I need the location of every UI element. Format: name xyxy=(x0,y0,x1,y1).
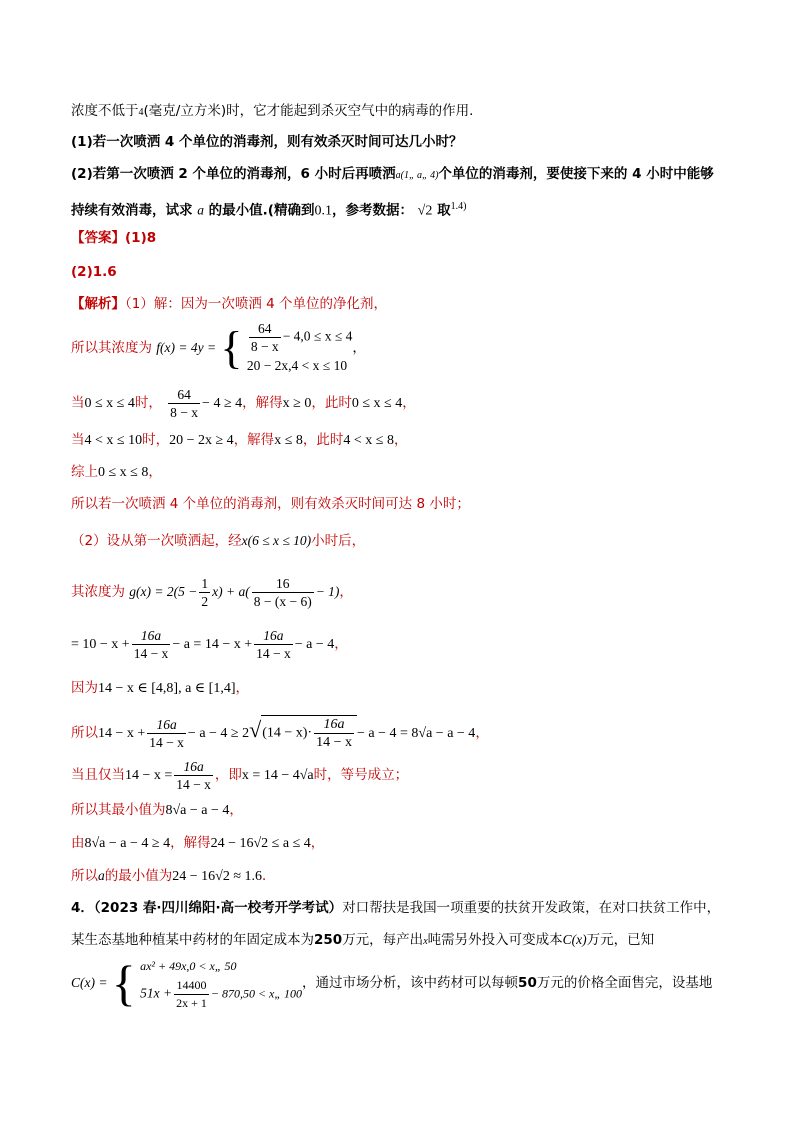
equality-case xyxy=(71,755,408,796)
math: a(1„ a„ 4) xyxy=(395,170,439,181)
math: 8√a − a − 4 xyxy=(165,803,230,818)
math: 24 − 16√2 ≈ 1.6 xyxy=(172,869,263,884)
text: 所以其浓度为 xyxy=(71,340,152,356)
math: 14 − x ∈ [4,8], a ∈ [1,4] xyxy=(98,681,236,696)
math: − a − 4 = 8√a − a − 4 xyxy=(357,726,476,741)
math: 14 − x xyxy=(133,645,169,661)
math: 64 xyxy=(168,386,200,404)
math: − a − 4 xyxy=(294,637,335,652)
from-line: 由8√a − a − 4 ≥ 4，解得24 − 16√2 ≤ a ≤ 4， xyxy=(71,835,325,851)
math: 4 < x ≤ 10 xyxy=(84,433,143,448)
math: 14 − x xyxy=(316,735,352,751)
text: 所以 xyxy=(71,725,98,741)
concentration-formula: 所以其浓度为 f(x) = 4y = { $\frac{64}{8 - x}$ − 4,0 ≤ x ≤ 4 20 − 2x,4 < x ≤ 10 ， xyxy=(71,318,366,378)
math: − 4 ≥ 4 xyxy=(202,396,243,411)
text: 取 xyxy=(437,202,451,219)
math: 16a xyxy=(132,627,171,645)
solution-intro xyxy=(71,294,387,314)
text: 时， xyxy=(142,432,170,448)
question-4 xyxy=(71,898,720,918)
case-1: 当0 ≤ x ≤ 4时， $\frac{64}{8 - x}$ − 4 ≥ 4，解得x ≥ 0，此时0 ≤ x ≤ 4， xyxy=(71,386,416,420)
text: 万元，已知 xyxy=(586,932,655,948)
math: 50 xyxy=(518,975,537,991)
text: ，即 xyxy=(214,767,242,783)
math: a xyxy=(197,202,204,218)
text: 的最小值.(精确到 xyxy=(208,202,315,219)
text: ，解得 xyxy=(233,432,275,448)
text: （2）设从第一次喷洒起，经 xyxy=(71,533,242,549)
math: C(x) xyxy=(562,932,587,947)
combine: 综上0 ≤ x ≤ 8， xyxy=(71,464,162,480)
math: √2 xyxy=(417,203,433,219)
math: f(x) = 4y = xyxy=(156,340,217,355)
answer-1: (1)8 xyxy=(125,230,157,246)
math: x) + a( xyxy=(212,584,250,599)
brace: { xyxy=(220,322,243,373)
math: 8 − x xyxy=(170,404,199,420)
final-line: 所以a的最小值为24 − 16√2 ≈ 1.6． xyxy=(71,868,276,884)
minimum-line: 所以其最小值为8√a − a − 4， xyxy=(71,802,243,818)
because-line: 因为14 − x ∈ [4,8], a ∈ [1,4]， xyxy=(71,680,249,696)
math: 0 ≤ x ≤ 4 xyxy=(84,396,135,411)
math: a xyxy=(98,868,105,883)
text: 因为 xyxy=(71,680,98,696)
sqrt-icon: √ xyxy=(249,717,262,742)
math: 2 xyxy=(201,593,209,609)
math: 14 − x xyxy=(149,734,184,750)
math: 16a xyxy=(314,716,354,734)
text: ，参考数据： xyxy=(331,202,413,219)
math: g(x) = 2(5 − xyxy=(129,584,198,599)
math: x(6 ≤ x ≤ 10) xyxy=(241,533,312,548)
math: x = 14 − 4√a xyxy=(241,768,314,783)
text: （1）解：因为一次喷洒 4 个单位的净化剂， xyxy=(125,296,388,312)
math: 2x + 1 xyxy=(176,995,207,1010)
text: ，解得 xyxy=(170,835,211,851)
text: 所以 xyxy=(71,868,98,884)
text: 持续有效消毒，试求 xyxy=(71,202,193,219)
text: 对口帮扶是我国一项重要的扶贫开发政策，在对口扶贫工作中， xyxy=(342,900,721,916)
text: ，此时 xyxy=(311,395,352,411)
question-2 xyxy=(71,164,714,186)
text: 其浓度为 xyxy=(71,584,125,600)
text: ，通过市场分析，该中药材可以每顿 xyxy=(302,975,519,991)
question-1: (1)若一次喷洒 4 个单位的消毒剂，则有效杀灭时间可达几小时？ xyxy=(71,134,463,150)
case-2: 当4 < x ≤ 10时，20 − 2x ≥ 4，解得x ≤ 8，此时4 < x ≤ 8， xyxy=(71,432,408,448)
math: 14 − x xyxy=(256,645,291,661)
math: 20 − 2x,4 < x ≤ 10 xyxy=(246,357,348,373)
math: 0 ≤ x ≤ 8 xyxy=(98,465,149,480)
math: 14 − x = xyxy=(125,768,173,783)
math: x ≥ 0 xyxy=(282,396,312,411)
answer-line xyxy=(71,228,156,248)
question-4-formula xyxy=(71,950,712,1016)
math: C(x) = xyxy=(71,975,108,990)
math: 1 xyxy=(201,575,209,591)
math: x ≤ 8 xyxy=(274,433,303,448)
text: 小时后， xyxy=(311,533,366,549)
text-line xyxy=(71,101,473,123)
sqrt-body xyxy=(261,715,357,751)
question-source: （2023 春·四川绵阳·高一校考开学考试） xyxy=(93,900,343,916)
math: − 4,0 ≤ x ≤ 4 xyxy=(282,328,353,344)
math: 16a xyxy=(147,716,186,734)
math: 8 − (x − 6) xyxy=(253,593,312,609)
math: 16 xyxy=(252,575,314,593)
text: (毫克/立方米)时，它才能起到杀灭空气中的病毒的作用. xyxy=(143,103,474,119)
math: 14400 xyxy=(174,977,209,995)
math: 51x + xyxy=(140,985,173,1001)
solution-label: 【解析】 xyxy=(71,296,125,312)
math: ax² + 49x,0 < x„ 50 xyxy=(140,958,237,973)
brace: { xyxy=(111,955,136,1011)
answer-label: 【答案】 xyxy=(71,230,125,246)
text: ，解得 xyxy=(242,395,283,411)
math: 4 xyxy=(138,107,144,118)
text: 时，等号成立； xyxy=(313,767,409,783)
math: 8 − x xyxy=(250,338,279,354)
math: 250 xyxy=(314,932,343,948)
text: 浓度不低于 xyxy=(71,103,139,119)
answer-2: (2)1.6 xyxy=(71,264,117,280)
text: 当 xyxy=(71,395,85,411)
part-2-intro xyxy=(71,531,365,551)
text: 综上 xyxy=(71,464,98,480)
text: ，此时 xyxy=(302,432,344,448)
equation-2: = 10 − x + $\frac{16a}{14 - x}$ − a = 14 − x + $\frac{16a}{14 - x}$ − a − 4， xyxy=(71,627,348,661)
text: 当且仅当 xyxy=(71,767,125,783)
math: 20 − 2x ≥ 4 xyxy=(169,433,234,448)
math: 1.4) xyxy=(450,201,467,212)
piecewise-rows xyxy=(247,320,353,377)
text: 个单位的消毒剂，要使接下来的 4 小时中能够 xyxy=(438,166,714,182)
math: = 10 − x + xyxy=(71,637,130,652)
text: 由 xyxy=(71,835,85,851)
math: 24 − 16√2 ≤ a ≤ 4 xyxy=(210,836,311,851)
text: 的最小值为 xyxy=(104,868,173,884)
text: 万元，每产出 xyxy=(342,932,424,948)
amgm-line: 所以14 − x + $\frac{16a}{14 - x}$ − a − 4 ≥ 2√(14 − x)· $\frac{16a}{14 - x}$ − a − 4 = 8√a − a − 4， xyxy=(71,716,489,751)
math: 0 ≤ x ≤ 4 xyxy=(351,396,403,411)
math: 4 < x ≤ 8 xyxy=(343,433,394,448)
question-number: 4． xyxy=(71,900,94,916)
question-2-cont xyxy=(71,197,466,222)
math: (14 − x)· xyxy=(262,726,313,741)
math: − 1) xyxy=(315,584,340,599)
math: 64 xyxy=(249,320,281,338)
math: − a − 4 ≥ 2 xyxy=(187,726,250,741)
text: 时， xyxy=(134,395,162,411)
math: 16a xyxy=(254,627,293,645)
math: − a = 14 − x + xyxy=(172,637,253,652)
question-4-line2 xyxy=(71,930,654,952)
math: x xyxy=(423,936,428,947)
text: 某生态基地种植某中药材的年固定成本为 xyxy=(71,932,314,948)
text: 当 xyxy=(71,432,85,448)
text: 所以其最小值为 xyxy=(71,802,166,818)
text: 万元的价格全面售完，设基地 xyxy=(536,975,713,991)
math: 14 − x xyxy=(176,776,211,792)
piecewise-rows xyxy=(140,955,302,1012)
text: (2)若第一次喷洒 2 个单位的消毒剂，6 小时后再喷洒 xyxy=(71,166,396,182)
conclusion-1: 所以若一次喷洒 4 个单位的消毒剂，则有效杀灭时间可达 8 小时； xyxy=(71,496,470,512)
math: 8√a − a − 4 ≥ 4 xyxy=(84,836,171,851)
math: 0.1 xyxy=(314,203,332,219)
g-formula: 其浓度为 g(x) = 2(5 − $\frac{1}{2}$ x) + a( $\frac{16}{8 - (x - 6)}$ − 1)， xyxy=(71,575,353,609)
math: 16a xyxy=(174,758,213,776)
text: 吨需另外投入可变成本 xyxy=(427,932,563,948)
math: − 870,50 < x„ 100 xyxy=(210,986,303,1001)
math: 14 − x + xyxy=(98,726,146,741)
